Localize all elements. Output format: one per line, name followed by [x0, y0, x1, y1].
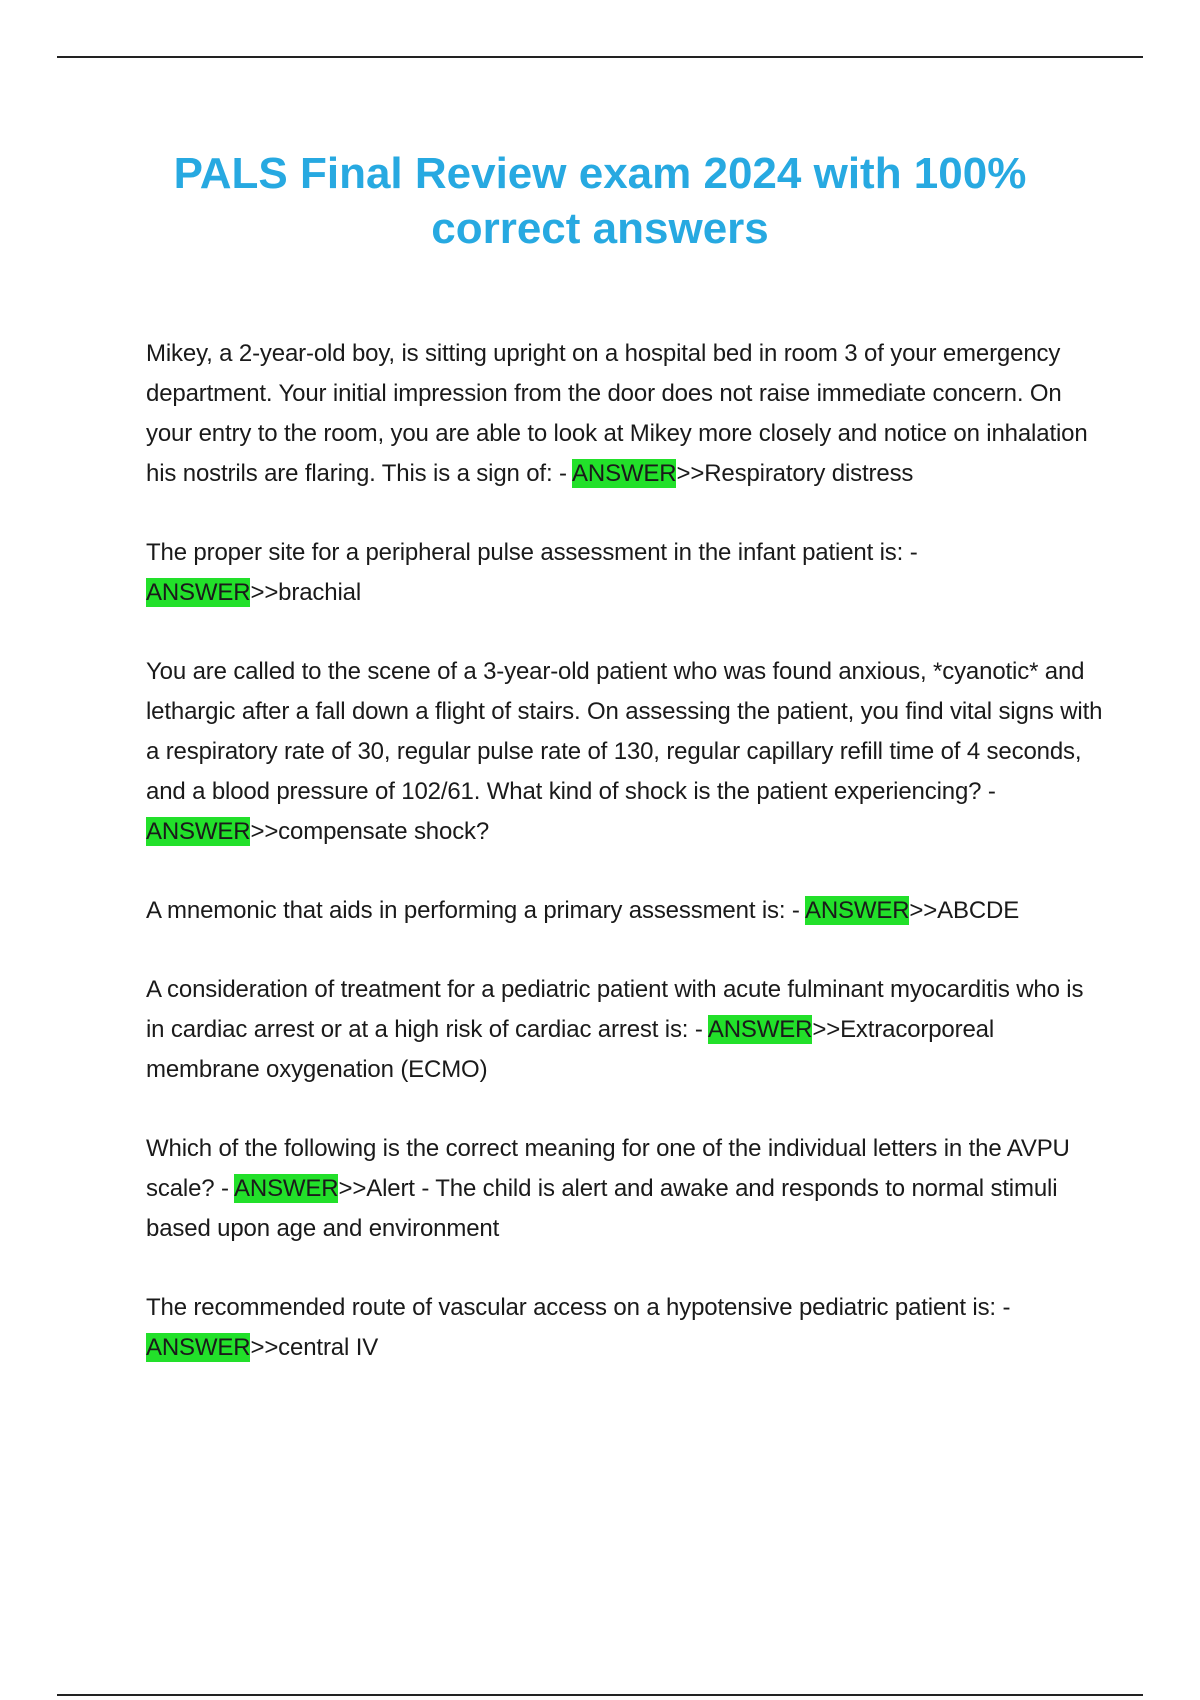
answer-marker: ANSWER [146, 579, 251, 606]
question-text: A consideration of treatment for a pediatric patient with acute fulminant myocarditis who is in cardiac arrest or at a high risk of cardiac arrest is: - [146, 976, 1084, 1043]
answer-marker: ANSWER [572, 460, 677, 487]
qa-item-3 [146, 652, 1106, 852]
answer-marker: ANSWER [707, 1016, 813, 1043]
question-text: A mnemonic that aids in performing a primary assessment is: - [146, 897, 805, 924]
document-title: PALS Final Review exam 2024 with 100% correct answers [173, 149, 1027, 253]
answer-text: >>brachial [250, 579, 362, 606]
qa-item-4 [146, 891, 1106, 931]
question-text: Mikey, a 2-year-old boy, is sitting upright on a hospital bed in room 3 of your emergency department. Your initial impression from the door does not raise immediate concern. On your entry to the room, you are able to look at Mikey more closely and notice on inhalation his nostrils are flaring. This is a sign of: - [146, 340, 1088, 487]
answer-text: >>ABCDE [909, 897, 1020, 924]
question-text: The recommended route of vascular access on a hypotensive pediatric patient is: - [146, 1294, 1011, 1321]
question-text: You are called to the scene of a 3-year-old patient who was found anxious, *cyanotic* and lethargic after a fall down a flight of stairs. On assessing the patient, you find vital signs with a respiratory rate of 30, regular pulse rate of 130, regular capillary refill time of 4 seconds, and a blood pressure of 102/61. What kind of shock is the patient experiencing? - [146, 658, 1103, 805]
answer-text: >>compensate shock? [250, 818, 490, 845]
header-rule [57, 56, 1143, 58]
answer-marker: ANSWER [804, 897, 910, 924]
qa-item-1 [146, 334, 1106, 494]
qa-item-5 [146, 970, 1106, 1090]
qa-item-6 [146, 1129, 1106, 1249]
qa-item-2 [146, 533, 1106, 613]
answer-marker: ANSWER [234, 1175, 339, 1202]
answer-text: >>Alert - The child is alert and awake and responds to normal stimuli based upon age and environment [146, 1175, 1058, 1242]
answer-text: >>central IV [250, 1334, 379, 1361]
qa-list [146, 334, 1106, 1407]
question-text: The proper site for a peripheral pulse assessment in the infant patient is: - [146, 539, 918, 566]
footer-rule [57, 1694, 1143, 1696]
answer-text: >>Extracorporeal membrane oxygenation (ECMO) [146, 1016, 995, 1083]
answer-marker: ANSWER [146, 1334, 251, 1361]
answer-text: >>Respiratory distress [676, 460, 914, 487]
question-text: Which of the following is the correct meaning for one of the individual letters in the AVPU scale? - [146, 1135, 1070, 1202]
answer-marker: ANSWER [146, 818, 251, 845]
qa-item-7 [146, 1288, 1106, 1368]
